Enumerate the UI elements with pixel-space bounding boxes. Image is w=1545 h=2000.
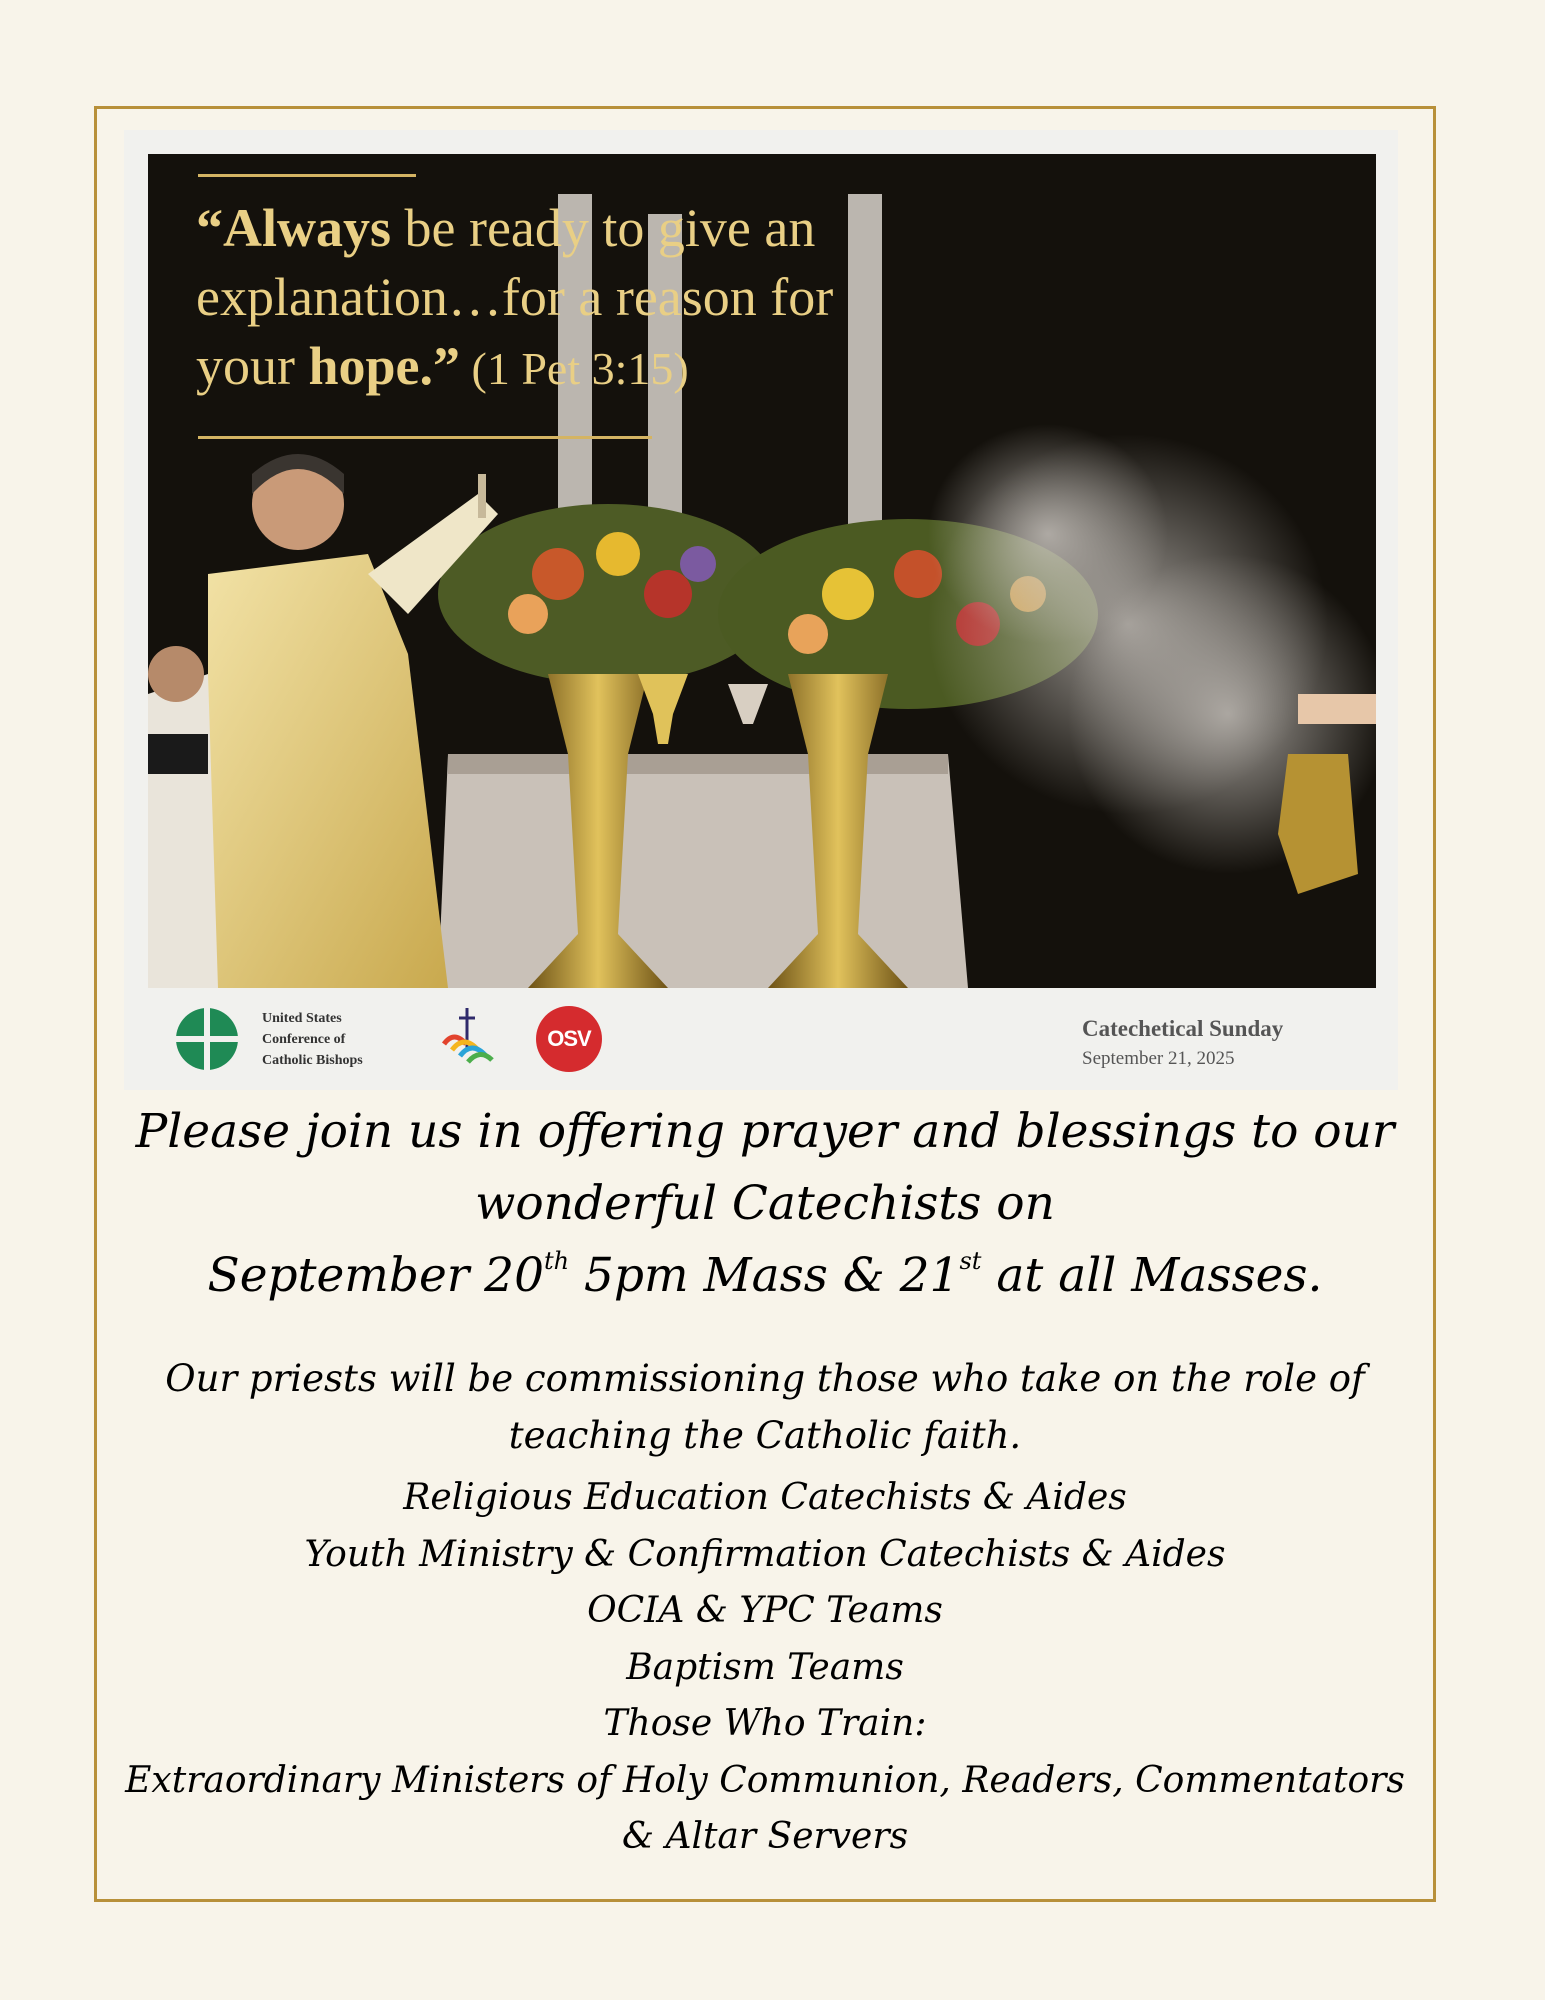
invitation-date-line: [120, 1240, 1410, 1312]
usccb-wordmark: [262, 1008, 422, 1071]
quote-emphasis-hope: hope.”: [308, 336, 461, 396]
ministry-roles-list: [120, 1470, 1410, 1866]
usccb-line: Catholic Bishops: [262, 1053, 363, 1068]
commissioning-text: [120, 1350, 1410, 1464]
jubilee-pilgrims-of-hope-logo-icon: [434, 1004, 500, 1074]
event-date: September 21, 2025: [1082, 1048, 1235, 1069]
catechetical-sunday-banner: [124, 130, 1398, 1090]
scripture-quote: [196, 194, 916, 403]
osv-logo: OSV: [536, 1006, 602, 1072]
role-item: Youth Ministry & Confirmation Catechists & Aides: [304, 1533, 1226, 1575]
role-item: Baptism Teams: [626, 1646, 904, 1688]
invitation-text: [120, 1096, 1410, 1312]
usccb-line: United States: [262, 1011, 342, 1026]
quote-text: explanation…for a reason for: [196, 267, 834, 327]
quote-text: be ready to give an: [391, 198, 816, 258]
ordinal-suffix: th: [543, 1247, 570, 1275]
quote-text: your: [196, 336, 309, 396]
quote-citation: (1 Pet 3:15): [460, 343, 689, 394]
role-item: OCIA & YPC Teams: [587, 1590, 943, 1631]
ordinal-suffix: st: [959, 1247, 982, 1275]
usccb-cross-logo-icon: [176, 1008, 238, 1070]
role-item: Those Who Train:: [603, 1703, 927, 1744]
invitation-line: Please join us in offering prayer and blessings to our: [135, 1104, 1395, 1159]
role-item: Extraordinary Ministers of Holy Communion, Readers, Commentators: [125, 1759, 1405, 1801]
date-text: at all Masses.: [981, 1248, 1323, 1303]
quote-bottom-rule: [198, 436, 652, 439]
role-item: Religious Education Catechists & Aides: [403, 1477, 1127, 1518]
commissioning-line: Our priests will be commissioning those who take on the role of: [165, 1357, 1365, 1400]
quote-top-rule: [198, 174, 416, 177]
commissioning-line: teaching the Catholic faith.: [508, 1414, 1022, 1457]
usccb-line: Conference of: [262, 1032, 346, 1047]
role-item: & Altar Servers: [621, 1816, 909, 1857]
invitation-line: wonderful Catechists on: [475, 1176, 1055, 1231]
event-title: Catechetical Sunday: [1082, 1016, 1284, 1041]
date-text: September 20: [207, 1248, 544, 1303]
sponsor-logo-strip: [124, 988, 1398, 1090]
quote-emphasis-always: “Always: [196, 198, 392, 258]
altar-photo: [148, 154, 1376, 988]
date-text: 5pm Mass & 21: [569, 1248, 960, 1303]
